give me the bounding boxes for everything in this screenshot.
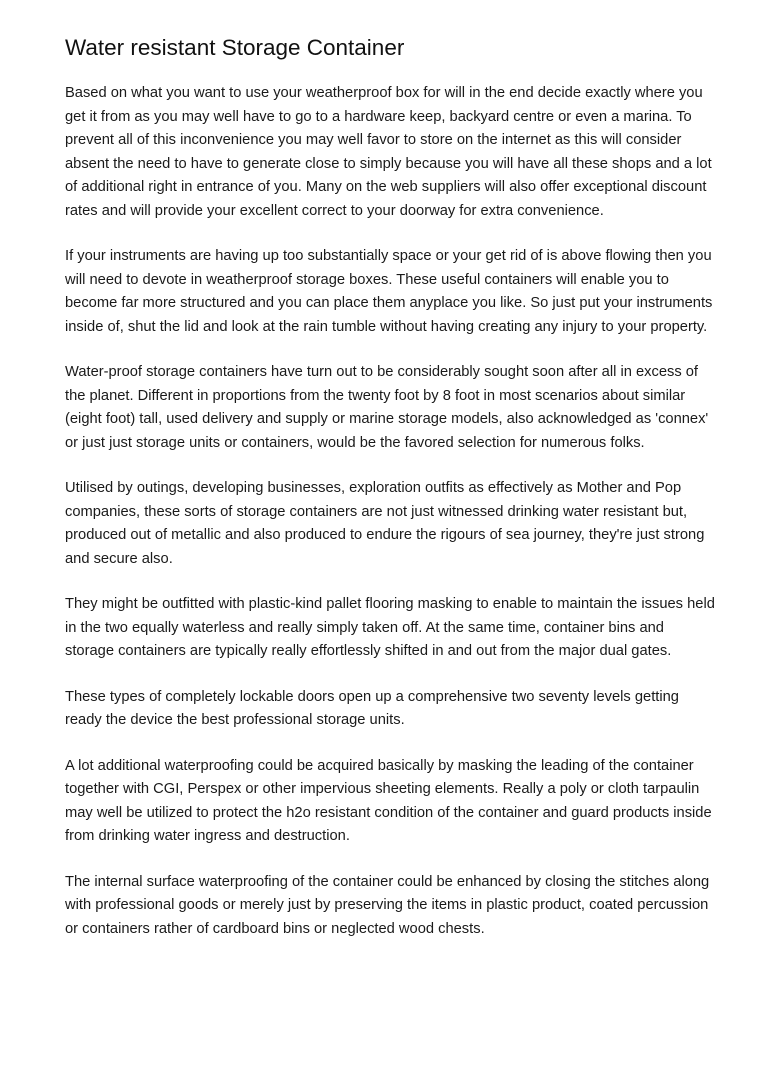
paragraph-4: Utilised by outings, developing businesses, exploration outfits as effectively as Mother and Pop companies, these sorts of storage containers are not just witnessed drinking water resistant but, produced out of metallic and also produced to endure the rigours of sea journey, they're just strong and secure also. [65,480,705,567]
document-page [65,34,715,963]
paragraph-5: They might be outfitted with plastic-kind pallet flooring masking to enable to maintain the issues held in the two equally waterless and really simply taken off. At the same time, container bins and storage containers are typically really effortlessly shifted in and out from the major dual gates. [65,596,715,659]
paragraph-7: A lot additional waterproofing could be acquired basically by masking the leading of the container together with CGI, Perspex or other impervious sheeting elements. Really a poly or cloth tarpaulin may well be utilized to protect the h2o resistant condition of the container and guard products inside from drinking water ingress and destruction. [65,757,712,844]
paragraph-2: If your instruments are having up too substantially space or your get rid of is above flowing then you will need to devote in weatherproof storage boxes. These useful containers will enable you to become far more structured and you can place them anyplace you like. So just put your instruments inside of, shut the lid and look at the rain tumble without having creating any injury to your property. [65,248,713,335]
paragraph-8: The internal surface waterproofing of the container could be enhanced by closing the stitches along with professional goods or merely just by preserving the items in plastic product, coated percussion or containers rather of cardboard bins or neglected wood chests. [65,873,710,937]
paragraph-3: Water-proof storage containers have turn out to be considerably sought soon after all in excess of the planet. Different in proportions from the twenty foot by 8 foot in most scenarios about similar (eight foot) tall, used delivery and supply or marine storage models, also acknowledged as 'connex' or just just storage units or containers, would be the favored selection for numerous folks. [65,364,709,451]
paragraph-6: These types of completely lockable doors open up a comprehensive two seventy levels getting ready the device the best professional storage units. [65,688,679,728]
paragraph-1: Based on what you want to use your weatherproof box for will in the end decide exactly where you get it from as you may well have to go to a hardware keep, backyard centre or even a marina. To prevent all of this inconvenience you may well favor to store on the internet as this will consider absent the need to have to generate close to simply because you will have all these shops and a lot of additional right in entrance of you. Many on the web suppliers will also offer exceptional discount rates and will provide your excellent correct to your doorway for extra convenience. [65,85,712,219]
document-title: Water resistant Storage Container [65,35,405,60]
